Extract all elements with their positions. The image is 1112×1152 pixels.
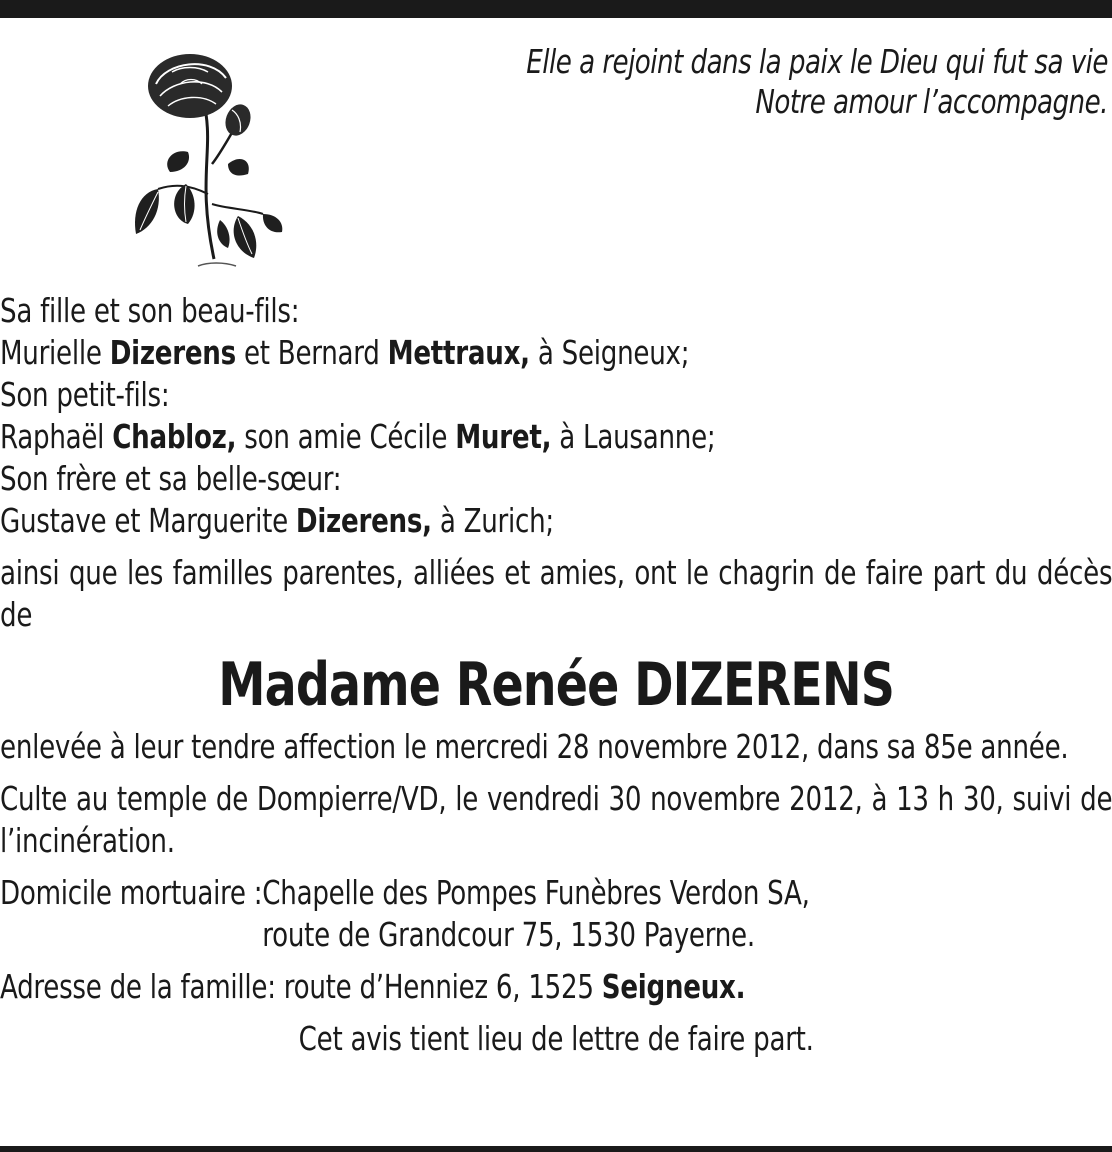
mortuary-line-1: Chapelle des Pompes Funèbres Verdon SA, bbox=[262, 873, 810, 912]
family-address bbox=[0, 966, 1112, 1008]
partner-first-name: son amie Cécile bbox=[236, 417, 456, 456]
grandson-last-name: Chabloz, bbox=[112, 417, 237, 456]
grandson-line bbox=[0, 416, 1112, 458]
family-address-street: Adresse de la famille: route d’Henniez 6, 1525 bbox=[0, 967, 602, 1006]
grandson-place: à Lausanne; bbox=[551, 417, 716, 456]
family-address-town: Seigneux. bbox=[601, 967, 746, 1006]
top-rule bbox=[0, 0, 1112, 18]
bottom-rule bbox=[0, 1146, 1112, 1152]
verse bbox=[526, 42, 1108, 122]
mortuary bbox=[0, 872, 1112, 956]
grandson-heading: Son petit-fils: bbox=[0, 375, 170, 414]
deceased-name: Madame Renée DIZERENS bbox=[218, 650, 895, 720]
death-notice: enlevée à leur tendre affection le mercredi 28 novembre 2012, dans sa 85e année. bbox=[0, 727, 1069, 766]
closing-note: Cet avis tient lieu de lettre de faire part. bbox=[298, 1019, 814, 1058]
daughter-place: à Seigneux; bbox=[529, 333, 690, 372]
rose-icon bbox=[128, 44, 288, 274]
brother-line bbox=[0, 500, 1112, 542]
brother-heading: Son frère et sa belle-sœur: bbox=[0, 459, 342, 498]
mortuary-label: Domicile mortuaire : bbox=[0, 873, 263, 912]
service-info: Culte au temple de Dompierre/VD, le vendredi 30 novembre 2012, à 13 h 30, suivi de l’incinération. bbox=[0, 779, 1112, 860]
daughter-first-name: Murielle bbox=[0, 333, 110, 372]
partner-last-name: Muret, bbox=[455, 417, 552, 456]
daughter-heading: Sa fille et son beau-fils: bbox=[0, 291, 300, 330]
son-in-law-first-name: et Bernard bbox=[235, 333, 388, 372]
obituary-body bbox=[0, 290, 1112, 1060]
announcement: ainsi que les familles parentes, alliées et amies, ont le chagrin de faire part du décès de bbox=[0, 553, 1112, 634]
daughter-line bbox=[0, 332, 1112, 374]
daughter-last-name: Dizerens bbox=[109, 333, 236, 372]
verse-line-2: Notre amour l’accompagne. bbox=[755, 82, 1108, 121]
mortuary-line-2: route de Grandcour 75, 1530 Payerne. bbox=[262, 915, 755, 954]
verse-line-1: Elle a rejoint dans la paix le Dieu qui fut sa vie bbox=[526, 42, 1108, 81]
brother-first-names: Gustave et Marguerite bbox=[0, 501, 296, 540]
brother-place: à Zurich; bbox=[431, 501, 554, 540]
son-in-law-last-name: Mettraux, bbox=[387, 333, 530, 372]
brother-last-name: Dizerens, bbox=[295, 501, 432, 540]
grandson-first-name: Raphaël bbox=[0, 417, 113, 456]
